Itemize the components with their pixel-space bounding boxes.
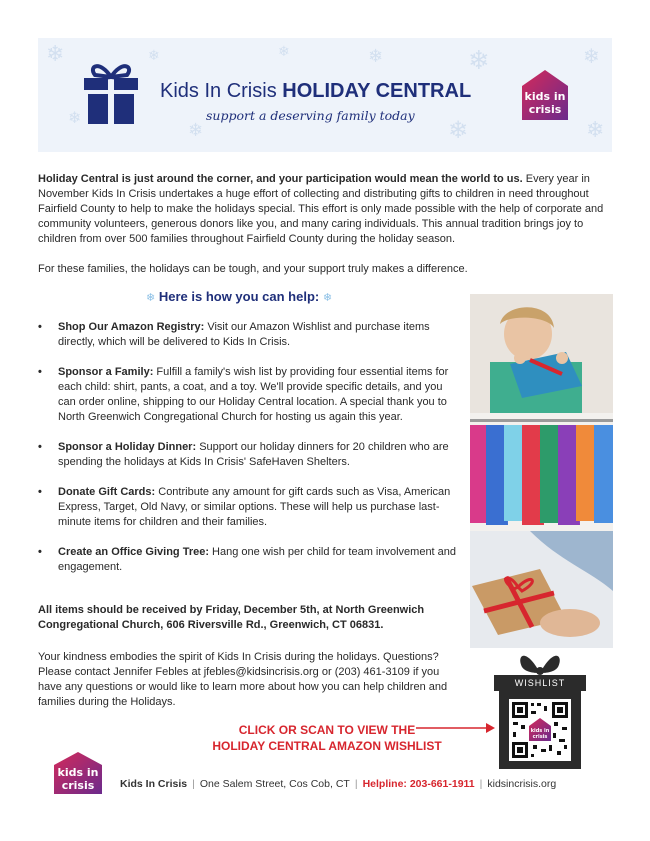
- snowflake-icon: ❄: [148, 48, 160, 64]
- kids-in-crisis-logo: [520, 68, 570, 122]
- cta-line: CLICK OR SCAN TO VIEW THE: [238, 723, 416, 737]
- snowflake-icon: ❄: [322, 292, 333, 304]
- qr-frame: [499, 691, 581, 769]
- logo-text: crisis: [61, 779, 95, 792]
- arrow-right-icon: [416, 722, 496, 734]
- divider: |: [192, 778, 195, 790]
- snowflake-icon: ❄: [46, 42, 65, 67]
- wishlist-cta-link[interactable]: [202, 722, 452, 754]
- footer: [120, 778, 556, 790]
- snowflake-icon: ❄: [278, 44, 290, 60]
- footer-address: One Salem Street, Cos Cob, CT: [199, 778, 350, 790]
- logo-text: crisis: [528, 103, 562, 116]
- snowflake-icon: ❄: [583, 44, 600, 68]
- divider: |: [354, 778, 358, 790]
- logo-text: kids in: [57, 766, 99, 779]
- logo-text: kids in: [530, 728, 550, 734]
- header-banner: [38, 38, 612, 152]
- logo-text: kids in: [524, 90, 566, 103]
- contact-paragraph: Your kindness embodies the spirit of Kids In Crisis during the holidays. Questions? Please contact Jennifer Febles at jfebles@kidsincrisis.org or (203) 461-3109 if you have any questions or would like to learn more about how you can help children and families during the Holidays.: [38, 651, 448, 708]
- snowflake-icon: ❄: [586, 118, 605, 143]
- logo-text: crisis: [532, 734, 548, 740]
- list-item: • Donate Gift Cards: Contribute any amount for gift cards such as Visa, American Express, Target, Old Navy, or similar options. These will help us purchase last-minute items for children and their families.: [38, 485, 458, 530]
- footer-website-link[interactable]: kidsincrisis.org: [487, 778, 557, 790]
- list-item: • Shop Our Amazon Registry: Visit our Amazon Wishlist and purchase items directly, which will be delivered to Kids In Crisis.: [38, 320, 458, 350]
- snowflake-icon: ❄: [146, 292, 156, 304]
- wishlist-qr-card[interactable]: [494, 645, 586, 770]
- bow-icon: [516, 645, 564, 675]
- snowflake-icon: ❄: [368, 46, 384, 67]
- kids-in-crisis-logo: [52, 750, 104, 796]
- list-item: • Create an Office Giving Tree: Hang one wish per child for team involvement and engagement.: [38, 545, 458, 575]
- photo-coat-rack: [470, 413, 613, 531]
- divider: |: [479, 778, 483, 790]
- photo-hands-holding-gift: [470, 531, 613, 648]
- wishlist-label: WISHLIST: [494, 675, 586, 691]
- photo-child-opening-gift: [470, 294, 613, 413]
- cta-line: HOLIDAY CENTRAL AMAZON WISHLIST: [212, 739, 442, 753]
- intro-paragraph: Holiday Central is just around the corner, and your participation would mean the world to us. Every year in November Kids In Crisis undertakes a huge effort of collecting and distributing gifts to children in need throughout Fairfield County to help to make the holidays special. This effort is only made possible with the help of corporate and community volunteers, generous donors like you, and many caring individuals. This annual tradition brings joy to children from over 500 families throughout Fairfield County during the holiday season.: [38, 173, 604, 245]
- snowflake-icon: ❄: [468, 46, 490, 76]
- snowflake-icon: ❄: [188, 120, 204, 141]
- list-item: • Sponsor a Family: Fulfill a family's wish list by providing four essential items for each child: shirt, pants, a coat, and a toy. We'll provide specific details, and you can order online, shipping to our Holiday Central location. A special thank you to North Greenwich Congregational Church for hosting us again this year.: [38, 365, 458, 425]
- footer-org: Kids In Crisis: [120, 778, 188, 790]
- gift-box-icon: [80, 56, 142, 126]
- help-list: [38, 320, 458, 590]
- help-heading: ❄ Here is how you can help: ❄: [146, 289, 333, 304]
- page-title: Kids In Crisis HOLIDAY CENTRAL: [160, 80, 472, 102]
- snowflake-icon: ❄: [68, 108, 82, 127]
- list-item: • Sponsor a Holiday Dinner: Support our holiday dinners for 20 children who are spending the holidays at Kids In Crisis' SafeHaven Shelters.: [38, 440, 458, 470]
- footer-helpline[interactable]: Helpline: 203-661-1911: [362, 778, 475, 790]
- qr-code-icon[interactable]: [509, 699, 571, 761]
- snowflake-icon: ❄: [448, 116, 469, 144]
- deadline-notice: All items should be received by Friday, December 5th, at North Greenwich Congregational Church, 606 Riversville Rd., Greenwich, CT 06831.: [38, 604, 425, 631]
- intro-second-paragraph: For these families, the holidays can be tough, and your support truly makes a difference.: [38, 263, 468, 275]
- tagline: support a deserving family today: [206, 108, 415, 123]
